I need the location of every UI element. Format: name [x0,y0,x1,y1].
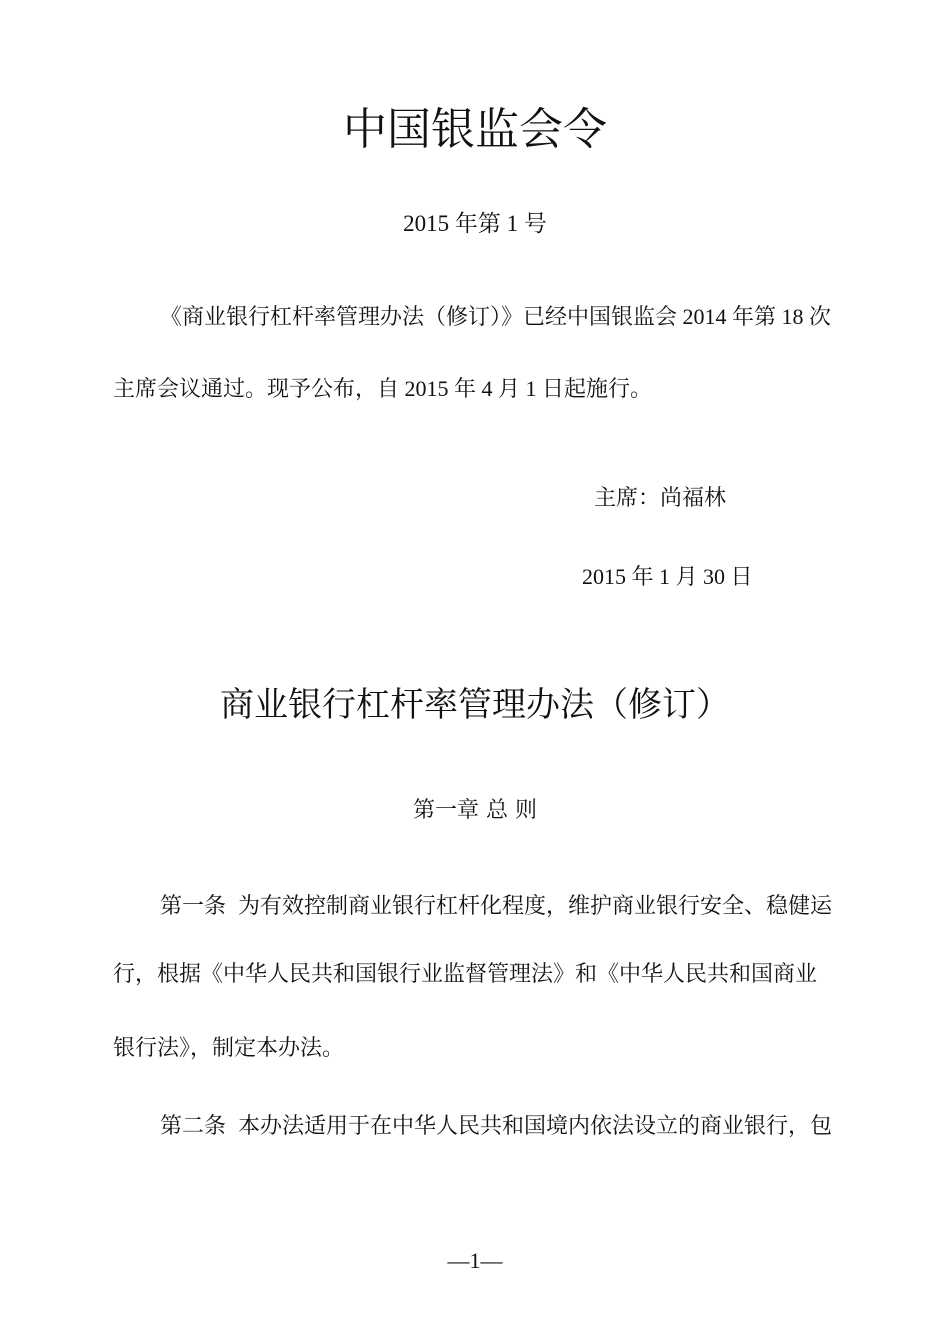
signature-date: 2015 年 1 月 30 日 [582,564,753,589]
article-1-line-3: 银行法》，制定本办法。 [113,1036,345,1061]
decree-number: 2015 年第 1 号 [403,211,547,236]
preamble-line-2: 主席会议通过。现予公布，自 2015 年 4 月 1 日起施行。 [113,376,653,401]
preamble-line-1: 《商业银行杠杆率管理办法（修订）》已经中国银监会 2014 年第 18 次 [160,304,832,329]
signature-chair: 主席：尚福林 [594,486,727,511]
regulation-title: 商业银行杠杆率管理办法（修订） [220,685,730,725]
chapter-heading: 第一章 总 则 [413,798,537,823]
article-1-line-2: 行，根据《中华人民共和国银行业监督管理法》和《中华人民共和国商业 [113,962,818,987]
article-2-line-1 [160,1116,832,1138]
article-1-text: 为有效控制商业银行杠杆化程度，维护商业银行安全、稳健运 [238,894,833,919]
page-number: —1— [447,1248,503,1273]
article-1-line-1 [160,896,832,918]
article-2-label: 第二条 [160,1114,227,1139]
decree-title: 中国银监会令 [343,104,607,155]
article-1-label: 第一条 [160,894,227,919]
article-2-text: 本办法适用于在中华人民共和国境内依法设立的商业银行，包 [238,1114,833,1139]
